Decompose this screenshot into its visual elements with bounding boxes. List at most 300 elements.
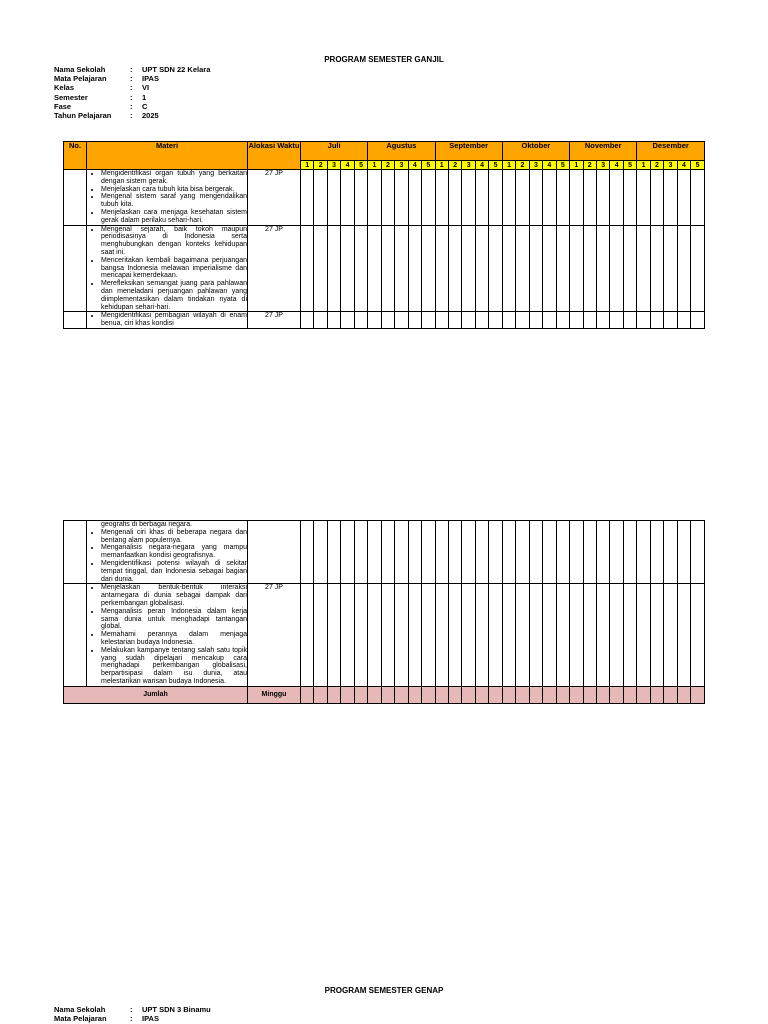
week-cell bbox=[610, 521, 623, 584]
week-cell bbox=[475, 584, 488, 686]
week-cell bbox=[435, 225, 448, 312]
week-cell bbox=[368, 584, 381, 686]
materi-item: • Mengidentifikasi potensi wilayah di sekitar tempat tinggal, dan Indonesia sebagai bagian dari dunia. bbox=[101, 560, 247, 583]
week-cell bbox=[395, 312, 408, 329]
table-row bbox=[64, 225, 705, 312]
week-cell bbox=[677, 225, 690, 312]
week-cell bbox=[623, 521, 636, 584]
week-cell bbox=[435, 686, 448, 703]
week-cell bbox=[596, 170, 609, 226]
header-week: 4 bbox=[341, 161, 354, 170]
week-cell bbox=[301, 225, 314, 312]
materi-item: • Memahami perannya dalam menjaga kelestarian budaya Indonesia. bbox=[101, 631, 247, 647]
header-month: November bbox=[570, 142, 637, 161]
week-cell bbox=[650, 225, 663, 312]
materi-continuation: geografis di berbagai negara. bbox=[101, 521, 193, 528]
info-label: Kelas bbox=[54, 83, 75, 93]
week-cell bbox=[650, 686, 663, 703]
week-cell bbox=[543, 225, 556, 312]
info-label: Fase bbox=[54, 101, 72, 111]
info-value: C bbox=[142, 101, 148, 111]
no-cell bbox=[64, 584, 87, 686]
week-cell bbox=[381, 584, 394, 686]
week-cell bbox=[448, 312, 461, 329]
info-value: IPAS bbox=[142, 74, 159, 84]
week-cell bbox=[368, 312, 381, 329]
week-cell bbox=[637, 170, 650, 226]
week-cell bbox=[341, 584, 354, 686]
week-cell bbox=[368, 225, 381, 312]
week-cell bbox=[435, 584, 448, 686]
week-cell bbox=[502, 584, 515, 686]
week-cell bbox=[677, 521, 690, 584]
week-cell bbox=[556, 312, 569, 329]
week-cell bbox=[583, 584, 596, 686]
week-cell bbox=[516, 170, 529, 226]
total-row bbox=[64, 686, 705, 703]
week-cell bbox=[408, 312, 421, 329]
header-week: 4 bbox=[543, 161, 556, 170]
week-cell bbox=[570, 312, 583, 329]
week-cell bbox=[354, 312, 367, 329]
week-cell bbox=[422, 312, 435, 329]
week-cell bbox=[556, 225, 569, 312]
info-value: 1 bbox=[142, 92, 147, 102]
materi-cell bbox=[87, 521, 248, 584]
info-colon: : bbox=[130, 65, 133, 74]
week-cell bbox=[462, 686, 475, 703]
week-cell bbox=[395, 521, 408, 584]
week-cell bbox=[327, 170, 340, 226]
header-month: Agustus bbox=[368, 142, 435, 161]
materi-item: • Mengenali ciri khas di beberapa negara dan bentang alam populernya. bbox=[101, 529, 247, 545]
week-cell bbox=[301, 170, 314, 226]
week-cell bbox=[637, 686, 650, 703]
week-cell bbox=[502, 686, 515, 703]
header-week: 1 bbox=[502, 161, 515, 170]
week-cell bbox=[556, 170, 569, 226]
week-cell bbox=[448, 584, 461, 686]
week-cell bbox=[368, 170, 381, 226]
no-cell bbox=[64, 312, 87, 329]
week-cell bbox=[556, 584, 569, 686]
week-cell bbox=[489, 584, 502, 686]
week-cell bbox=[435, 521, 448, 584]
week-cell bbox=[502, 312, 515, 329]
info-value: IPAS bbox=[142, 1014, 159, 1024]
table-row bbox=[64, 312, 705, 329]
week-cell bbox=[664, 521, 677, 584]
no-cell bbox=[64, 170, 87, 226]
week-cell bbox=[637, 312, 650, 329]
info-row bbox=[54, 74, 210, 83]
week-cell bbox=[422, 170, 435, 226]
week-cell bbox=[650, 312, 663, 329]
week-cell bbox=[462, 584, 475, 686]
week-cell bbox=[489, 170, 502, 226]
week-cell bbox=[435, 170, 448, 226]
info-row bbox=[54, 93, 210, 102]
header-week: 1 bbox=[368, 161, 381, 170]
info-value: 2025 bbox=[142, 111, 159, 121]
info-value: UPT SDN 22 Kelara bbox=[142, 65, 211, 74]
week-cell bbox=[691, 170, 705, 226]
week-cell bbox=[422, 584, 435, 686]
week-cell bbox=[664, 225, 677, 312]
header-week: 3 bbox=[462, 161, 475, 170]
week-cell bbox=[610, 225, 623, 312]
header-week: 5 bbox=[489, 161, 502, 170]
week-cell bbox=[301, 312, 314, 329]
header-alokasi: Alokasi Waktu bbox=[248, 142, 301, 170]
school-info-genap bbox=[54, 1005, 211, 1023]
week-cell bbox=[529, 170, 542, 226]
week-cell bbox=[395, 584, 408, 686]
page-title-genap: PROGRAM SEMESTER GENAP bbox=[324, 986, 444, 995]
materi-item: • Menganalisis negara-negara yang mampu memanfaatkan kondisi geografisnya. bbox=[101, 544, 247, 560]
header-week: 5 bbox=[623, 161, 636, 170]
week-cell bbox=[327, 584, 340, 686]
week-cell bbox=[583, 312, 596, 329]
week-cell bbox=[448, 170, 461, 226]
week-cell bbox=[637, 521, 650, 584]
info-label: Mata Pelajaran bbox=[54, 74, 107, 84]
week-cell bbox=[543, 686, 556, 703]
info-row bbox=[54, 65, 210, 74]
week-cell bbox=[610, 686, 623, 703]
week-cell bbox=[462, 521, 475, 584]
week-cell bbox=[462, 312, 475, 329]
week-cell bbox=[516, 584, 529, 686]
week-cell bbox=[422, 686, 435, 703]
week-cell bbox=[650, 170, 663, 226]
header-materi: Materi bbox=[87, 142, 248, 170]
week-cell bbox=[327, 225, 340, 312]
info-colon: : bbox=[130, 111, 133, 121]
week-cell bbox=[489, 686, 502, 703]
info-label: Tahun Pelajaran bbox=[54, 111, 112, 121]
school-info-ganjil bbox=[54, 65, 210, 120]
week-cell bbox=[691, 686, 705, 703]
week-cell bbox=[327, 521, 340, 584]
info-colon: : bbox=[130, 1005, 133, 1014]
week-cell bbox=[408, 225, 421, 312]
week-cell bbox=[354, 521, 367, 584]
alokasi-cell: 27 JP bbox=[248, 170, 301, 226]
info-row bbox=[54, 102, 210, 111]
materi-item: • Menjelaskan cara tubuh kita bisa bergerak. bbox=[101, 186, 247, 194]
week-cell bbox=[327, 686, 340, 703]
week-cell bbox=[677, 312, 690, 329]
program-semester-table-page1 bbox=[63, 141, 705, 329]
materi-list bbox=[87, 226, 247, 312]
materi-item: • Merefleksikan semangat juang para pahlawan dan meneladani perjuangan pahlawan yang diimplementasikan dalam tindakan nyata di kehidupan sehari-hari. bbox=[101, 280, 247, 311]
week-cell bbox=[475, 521, 488, 584]
header-week: 4 bbox=[677, 161, 690, 170]
week-cell bbox=[583, 170, 596, 226]
header-week: 2 bbox=[583, 161, 596, 170]
week-cell bbox=[596, 521, 609, 584]
table-row bbox=[64, 584, 705, 686]
week-cell bbox=[529, 521, 542, 584]
info-value: VI bbox=[142, 83, 150, 93]
header-month: Juli bbox=[301, 142, 368, 161]
header-no: No. bbox=[64, 142, 87, 170]
week-cell bbox=[354, 584, 367, 686]
week-cell bbox=[677, 686, 690, 703]
no-cell bbox=[64, 521, 87, 584]
materi-cell bbox=[87, 312, 248, 329]
week-cell bbox=[327, 312, 340, 329]
week-cell bbox=[516, 521, 529, 584]
header-week: 2 bbox=[516, 161, 529, 170]
week-cell bbox=[623, 225, 636, 312]
header-month: September bbox=[435, 142, 502, 161]
week-cell bbox=[462, 170, 475, 226]
week-cell bbox=[583, 686, 596, 703]
week-cell bbox=[516, 312, 529, 329]
week-cell bbox=[422, 521, 435, 584]
week-cell bbox=[448, 225, 461, 312]
week-cell bbox=[395, 170, 408, 226]
week-cell bbox=[314, 312, 327, 329]
header-week: 2 bbox=[448, 161, 461, 170]
materi-item: • Menjelaskan cara menjaga kesehatan sistem gerak dalam perilaku sehari-hari. bbox=[101, 209, 247, 225]
header-week: 5 bbox=[691, 161, 705, 170]
week-cell bbox=[475, 312, 488, 329]
week-cell bbox=[529, 312, 542, 329]
week-cell bbox=[610, 170, 623, 226]
info-row bbox=[54, 1005, 211, 1014]
info-colon: : bbox=[130, 101, 133, 111]
week-cell bbox=[341, 521, 354, 584]
table-row bbox=[64, 521, 705, 584]
week-cell bbox=[691, 312, 705, 329]
header-week: 3 bbox=[529, 161, 542, 170]
week-cell bbox=[489, 312, 502, 329]
week-cell bbox=[462, 225, 475, 312]
week-cell bbox=[637, 584, 650, 686]
week-cell bbox=[448, 521, 461, 584]
info-colon: : bbox=[130, 74, 133, 84]
header-week: 3 bbox=[395, 161, 408, 170]
materi-item: • Menganalisis peran Indonesia dalam kerja sama dunia untuk menghadapi tantangan global. bbox=[101, 608, 247, 631]
week-cell bbox=[395, 225, 408, 312]
materi-cell bbox=[87, 225, 248, 312]
header-week: 1 bbox=[435, 161, 448, 170]
week-cell bbox=[543, 521, 556, 584]
week-cell bbox=[314, 584, 327, 686]
header-week: 2 bbox=[314, 161, 327, 170]
week-cell bbox=[408, 584, 421, 686]
header-row bbox=[64, 142, 705, 161]
alokasi-cell: 27 JP bbox=[248, 312, 301, 329]
materi-item: • Menceritakan kembali bagaimana perjuangan bangsa Indonesia melawan imperialisme dan mencapai kemerdekaan. bbox=[101, 257, 247, 280]
week-cell bbox=[570, 225, 583, 312]
header-week: 2 bbox=[650, 161, 663, 170]
week-cell bbox=[596, 312, 609, 329]
week-cell bbox=[529, 584, 542, 686]
week-cell bbox=[475, 170, 488, 226]
materi-item: • Mengidentifikasi pembagian wilayah di enam benua, ciri khas kondisi bbox=[101, 312, 247, 328]
header-week: 1 bbox=[570, 161, 583, 170]
info-label: Nama Sekolah bbox=[54, 1005, 106, 1014]
week-cell bbox=[395, 686, 408, 703]
week-cell bbox=[381, 170, 394, 226]
week-cell bbox=[529, 225, 542, 312]
page-title-ganjil: PROGRAM SEMESTER GANJIL bbox=[324, 55, 444, 64]
week-cell bbox=[637, 225, 650, 312]
week-cell bbox=[368, 521, 381, 584]
header-week: 3 bbox=[327, 161, 340, 170]
week-cell bbox=[354, 225, 367, 312]
week-cell bbox=[341, 170, 354, 226]
total-label: Jumlah bbox=[64, 686, 248, 703]
week-cell bbox=[381, 686, 394, 703]
week-cell bbox=[341, 686, 354, 703]
week-cell bbox=[570, 521, 583, 584]
info-row bbox=[54, 1014, 211, 1023]
week-cell bbox=[408, 170, 421, 226]
week-cell bbox=[408, 521, 421, 584]
week-cell bbox=[677, 170, 690, 226]
week-cell bbox=[341, 225, 354, 312]
total-alokasi: Minggu bbox=[248, 686, 301, 703]
week-cell bbox=[314, 521, 327, 584]
info-label: Nama Sekolah bbox=[54, 65, 106, 74]
week-cell bbox=[368, 686, 381, 703]
alokasi-cell: 27 JP bbox=[248, 225, 301, 312]
header-month: Oktober bbox=[502, 142, 569, 161]
week-cell bbox=[691, 584, 705, 686]
week-cell bbox=[354, 170, 367, 226]
week-cell bbox=[650, 584, 663, 686]
header-week: 4 bbox=[610, 161, 623, 170]
week-cell bbox=[583, 225, 596, 312]
week-cell bbox=[610, 584, 623, 686]
week-cell bbox=[301, 521, 314, 584]
info-colon: : bbox=[130, 83, 133, 93]
week-cell bbox=[381, 312, 394, 329]
no-cell bbox=[64, 225, 87, 312]
week-cell bbox=[301, 584, 314, 686]
week-cell bbox=[664, 312, 677, 329]
info-colon: : bbox=[130, 1014, 133, 1024]
week-cell bbox=[664, 686, 677, 703]
info-row bbox=[54, 83, 210, 92]
header-week: 4 bbox=[408, 161, 421, 170]
week-cell bbox=[314, 686, 327, 703]
program-semester-table-page2 bbox=[63, 520, 705, 704]
week-cell bbox=[691, 521, 705, 584]
week-cell bbox=[610, 312, 623, 329]
week-cell bbox=[475, 686, 488, 703]
materi-list bbox=[87, 312, 247, 328]
week-cell bbox=[623, 312, 636, 329]
week-cell bbox=[543, 170, 556, 226]
week-cell bbox=[623, 170, 636, 226]
week-cell bbox=[596, 225, 609, 312]
week-cell bbox=[529, 686, 542, 703]
week-cell bbox=[475, 225, 488, 312]
week-cell bbox=[489, 521, 502, 584]
week-cell bbox=[341, 312, 354, 329]
info-row bbox=[54, 111, 210, 120]
week-cell bbox=[570, 584, 583, 686]
week-cell bbox=[583, 521, 596, 584]
week-cell bbox=[691, 225, 705, 312]
week-cell bbox=[543, 312, 556, 329]
week-cell bbox=[301, 686, 314, 703]
week-cell bbox=[570, 686, 583, 703]
week-cell bbox=[314, 170, 327, 226]
materi-list bbox=[87, 170, 247, 225]
header-week: 4 bbox=[475, 161, 488, 170]
week-cell bbox=[516, 686, 529, 703]
week-cell bbox=[489, 225, 502, 312]
week-cell bbox=[448, 686, 461, 703]
table-row bbox=[64, 170, 705, 226]
week-cell bbox=[623, 584, 636, 686]
materi-list bbox=[87, 529, 247, 584]
header-week: 3 bbox=[596, 161, 609, 170]
alokasi-cell bbox=[248, 521, 301, 584]
materi-item: • Mengenal sejarah, baik tokoh maupun periodisasinya di Indonesia serta menghubungkan dengan konteks kehidupan saat ini. bbox=[101, 226, 247, 257]
header-week: 1 bbox=[637, 161, 650, 170]
header-month: Desember bbox=[637, 142, 705, 161]
week-cell bbox=[677, 584, 690, 686]
week-cell bbox=[314, 225, 327, 312]
week-cell bbox=[408, 686, 421, 703]
week-cell bbox=[502, 170, 515, 226]
week-cell bbox=[543, 584, 556, 686]
info-label: Semester bbox=[54, 92, 88, 102]
materi-cell bbox=[87, 170, 248, 226]
week-cell bbox=[556, 686, 569, 703]
week-cell bbox=[516, 225, 529, 312]
week-cell bbox=[381, 225, 394, 312]
week-cell bbox=[596, 584, 609, 686]
week-cell bbox=[596, 686, 609, 703]
week-cell bbox=[570, 170, 583, 226]
week-cell bbox=[664, 170, 677, 226]
header-week: 5 bbox=[422, 161, 435, 170]
materi-item: • Mengenal sistem saraf yang mengendalikan tubuh kita. bbox=[101, 193, 247, 209]
info-colon: : bbox=[130, 92, 133, 102]
week-cell bbox=[435, 312, 448, 329]
week-cell bbox=[556, 521, 569, 584]
alokasi-cell: 27 JP bbox=[248, 584, 301, 686]
header-week: 3 bbox=[664, 161, 677, 170]
week-cell bbox=[650, 521, 663, 584]
materi-list bbox=[87, 584, 247, 685]
week-cell bbox=[502, 225, 515, 312]
info-label: Mata Pelajaran bbox=[54, 1014, 107, 1024]
week-cell bbox=[354, 686, 367, 703]
materi-item: • Menjelaskan bentuk-bentuk interaksi antarnegara di dunia sebagai dampak dari perkembangan globalisasi. bbox=[101, 584, 247, 607]
header-week: 5 bbox=[354, 161, 367, 170]
header-week: 2 bbox=[381, 161, 394, 170]
materi-cell bbox=[87, 584, 248, 686]
header-week: 1 bbox=[301, 161, 314, 170]
week-cell bbox=[623, 686, 636, 703]
week-cell bbox=[381, 521, 394, 584]
materi-item: • Mengidentifikasi organ tubuh yang berkaitan dengan sistem gerak. bbox=[101, 170, 247, 186]
week-cell bbox=[422, 225, 435, 312]
materi-item: • Melakukan kampanye tentang salah satu topik yang sudah dipelajari mencakup cara menghadapi perkembangan globalisasi, berpartisipasi dalam isu dunia, atau melestarikan warisan budaya Indonesia. bbox=[101, 647, 247, 686]
info-value: UPT SDN 3 Binamu bbox=[142, 1005, 211, 1014]
header-week: 5 bbox=[556, 161, 569, 170]
